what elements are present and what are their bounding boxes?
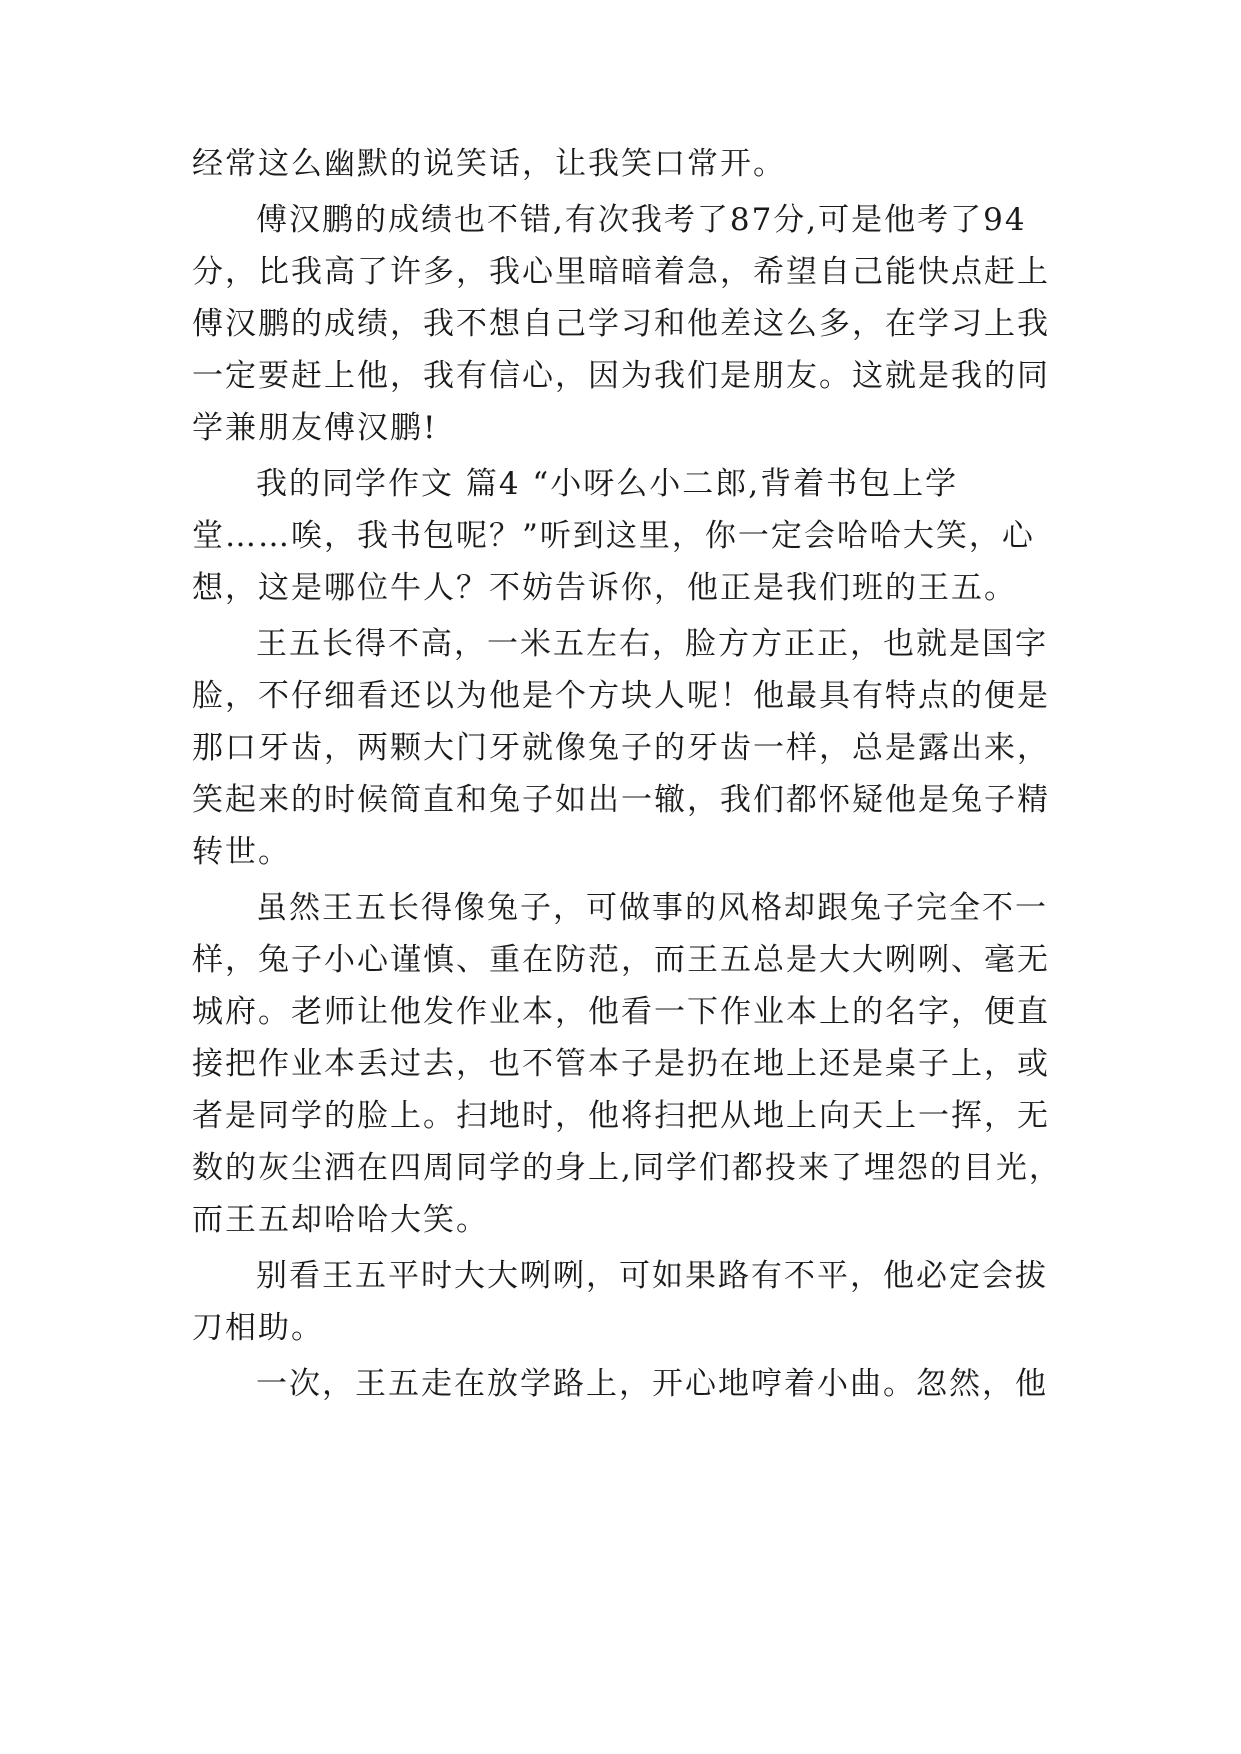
text-line: 那口牙齿，两颗大门牙就像兔子的牙齿一样，总是露出来， <box>192 730 1050 766</box>
text-line: 傅汉鹏的成绩也不错,有次我考了87分,可是他考了94 <box>256 202 1027 238</box>
text-line: 脸，不仔细看还以为他是个方块人呢！他最具有特点的便是 <box>192 678 1050 714</box>
text-line: 虽然王五长得像兔子，可做事的风格却跟兔子完全不一 <box>256 890 1048 926</box>
text-line: 刀相助。 <box>192 1310 324 1346</box>
text-line: 经常这么幽默的说笑话，让我笑口常开。 <box>192 146 786 182</box>
text-line: 转世。 <box>192 834 291 870</box>
text-line: 样，兔子小心谨慎、重在防范，而王五总是大大咧咧、毫无 <box>192 942 1050 978</box>
text-line: 堂……唉，我书包呢？”听到这里，你一定会哈哈大笑，心 <box>192 518 1035 554</box>
text-line: 一次，王五走在放学路上，开心地哼着小曲。忽然，他 <box>256 1366 1048 1402</box>
text-line: 别看王五平时大大咧咧，可如果路有不平，他必定会拔 <box>256 1258 1048 1294</box>
text-line: 而王五却哈哈大笑。 <box>192 1202 489 1238</box>
text-line: 王五长得不高，一米五左右，脸方方正正，也就是国字 <box>256 626 1048 662</box>
text-line: 傅汉鹏的成绩，我不想自己学习和他差这么多，在学习上我 <box>192 306 1050 342</box>
text-line: 接把作业本丢过去，也不管本子是扔在地上还是桌子上，或 <box>192 1046 1050 1082</box>
text-line: 者是同学的脸上。扫地时，他将扫把从地上向天上一挥，无 <box>192 1098 1050 1134</box>
text-line: 我的同学作文 篇4 “小呀么小二郎,背着书包上学 <box>256 466 959 502</box>
text-line: 学兼朋友傅汉鹏! <box>192 410 438 446</box>
text-line: 一定要赶上他，我有信心，因为我们是朋友。这就是我的同 <box>192 358 1050 394</box>
text-line: 想，这是哪位牛人？不妨告诉你，他正是我们班的王五。 <box>192 570 1017 606</box>
text-line: 分，比我高了许多，我心里暗暗着急，希望自己能快点赶上 <box>192 254 1050 290</box>
text-line: 数的灰尘洒在四周同学的身上,同学们都投来了埋怨的目光， <box>192 1150 1062 1186</box>
text-line: 笑起来的时候简直和兔子如出一辙，我们都怀疑他是兔子精 <box>192 782 1050 818</box>
text-line: 城府。老师让他发作业本，他看一下作业本上的名字，便直 <box>192 994 1050 1030</box>
